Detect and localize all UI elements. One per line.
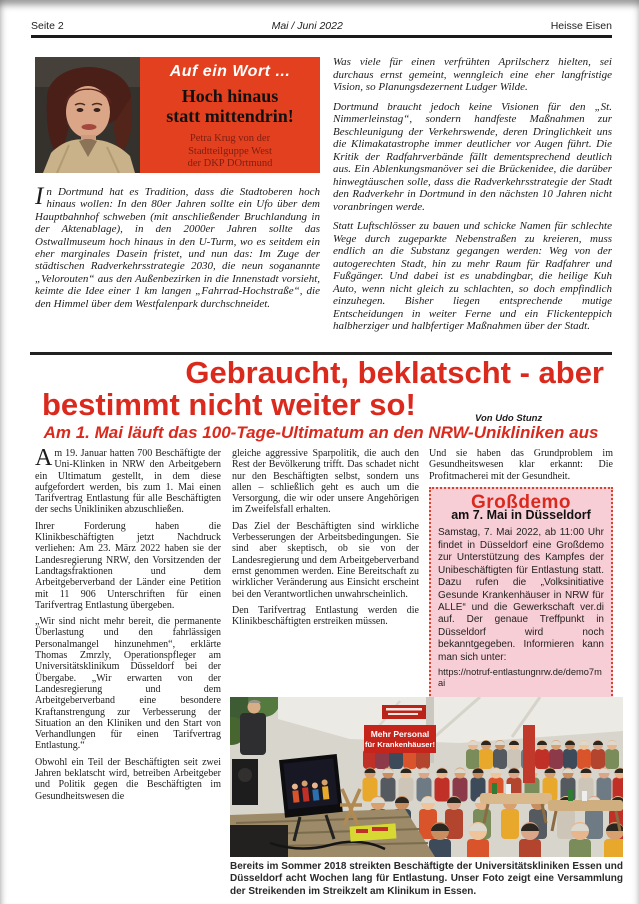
grossdemo-box (429, 487, 613, 699)
article-paragraph: gleiche aggressive Sparpolitik, die auch den Rest der Bevölkerung trifft. Das schadet nicht nur den Beschäftigten selbst, sondern uns allen – schließlich geht es auch um die Versorgung, die wir oder unsere Angehörigen im Zweifelsfall erhalten. (232, 448, 419, 516)
publication-name: Heisse Eisen (550, 20, 612, 32)
byline: Von Udo Stunz (475, 413, 543, 424)
word-box-credit: Petra Krug von der Stadtteilguppe West der DKP DOrtmund (187, 133, 273, 169)
article-column-1 (35, 445, 221, 807)
article-column-2 (232, 448, 419, 632)
article-paragraph: Am 19. Januar hatten 700 Beschäftigte der Uni-Klinken in NRW den Arbeitgebern ein Ultimatum gestellt, in dem diese aufgefordert werden, bis zum 1. Mai einen Tarifvertrag Entlastung für alle Beschäftigten der sechs Unikliniken abzuschließen. (35, 445, 221, 516)
header-rule (31, 35, 612, 38)
subheadline: Am 1. Mai läuft das 100-Tage-Ultimatum an den NRW-Unikliniken aus (43, 423, 599, 442)
strike-assembly-photo (230, 697, 623, 857)
top-article-right-column (333, 56, 612, 340)
article-paragraph: Den Tarifvertrag Entlastung werden die Klinikbeschäftigten erstreiken müssen. (232, 604, 419, 628)
grossdemo-body: Samstag, 7. Mai 2022, ab 11:00 Uhr findet in Düsseldorf eine Großdemo zur Unterstützung des Kampfes der Unibeschäftigten für Entlastung statt. Dazu rufen die „Volksinitiative Gesunde Krankenhäuser in NRW für ALLE“ und die Gewerkschaft ver.di auf. Der genaue Treffpunkt in Düsseldorf wird noch bekanntgegeben. Informieren kann man sich unter: (438, 527, 604, 663)
headline-line-1: Gebraucht, beklatscht - aber (185, 355, 604, 390)
word-box-kicker: Auf ein Wort ... (169, 63, 291, 80)
dropcap-a: A (35, 445, 53, 471)
petra-krug-portrait (35, 57, 140, 173)
photo-caption: Bereits im Sommer 2018 streikten Beschäftigte der Universitätskliniken Essen und Düsseldorf acht Wochen lang für Entlastung. Unser Foto zeigt eine Versammlung der Streikenden im Streikzelt am Klinikum in Essen. (230, 861, 623, 897)
word-box-panel (140, 57, 320, 173)
article-paragraph: „Wir sind nicht mehr bereit, die permanente Überlastung und den fahrlässigen Personalmangel hinzunehmen“, erklärte Thomas Zmrzly, Operationspfleger am Universitätsklinikum Düsseldorf bei der Übergabe. „Wir erwarten von der Landesregierung und dem Arbeitgeberverband eine besondere Kraftanstrengung zur Verbesserung der Situation an den Kliniken und den Start von Verhandlungen für einen Tarifvertrag Entlastung.“ (35, 616, 221, 752)
dropcap-i: I (35, 183, 44, 210)
top-article-left-column (35, 183, 320, 310)
top-article-paragraph: Dortmund braucht jedoch keine Visionen für den „St. Nimmerleinstag“, sondern handfeste Maßnahmen zur Beschleunigung der Verkehrswende, deren Dringlichkeit uns die Klimakatastrophe immer deutlicher vor Augen führt. Die Kritik der Radfahrverbände fällt dementsprechend deutlich aus. Ein Ablenkungsmanöver sei die Brückenidee, die darüber hinwegtäuschen solle, dass die Radverkehrsstrategie der Stadt den Radverkehr in Dortmund in den nächsten 10 Jahren nicht voranbringen werde. (333, 100, 612, 213)
grossdemo-link[interactable]: https://notruf-entlastungnrw.de/demo7mai (438, 666, 602, 689)
article-paragraph: Obwohl ein Teil der Beschäftigten seit zwei Jahren beklatscht wird, betreiben Arbeitgeber und Politik gegen die Beschäftigten im Gesundheitswesen die (35, 756, 221, 802)
top-article-left-text: n Dortmund hat es Tradition, dass die Stadtoberen hoch hinaus wollen: In den 80er Jahren sollte ein Ufo über dem Hauptbahnhof schweben (mit anschließender Bruchlandung in der Aktenablage), in den 2000er Jahren sollte das Ostwallmuseum hoch hinaus in den U-Turm, wo es seitdem ein eher marginales Dasein fristet, und nun das: Im Zuge der städtischen Radverkehrsstrategie 2030, die neun soganannte „Velorouten“ aus den Außenbezirken in die Innenstadt vorsieht, keimte die Idee einer 1 km langen „Fahrrad-Hochstraße“, die den Himmel über dem Westfalenpark durchschneidet. (35, 186, 320, 310)
grossdemo-subtitle: am 7. Mai in Düsseldorf (451, 508, 591, 523)
page-header (31, 20, 612, 32)
article-paragraph: Und sie haben das Grundproblem im Gesundheitswesen klar erkannt: Die Profitmacherei mit der Gesundheit. (429, 448, 613, 482)
main-headline (30, 357, 612, 443)
svg-text:Mehr Personal: Mehr Personal (370, 729, 430, 739)
mehr-personal-sign (364, 725, 436, 753)
headline-line-2: bestimmt nicht weiter so! Von Udo Stunz (30, 389, 612, 421)
article-column-3 (429, 448, 613, 699)
grossdemo-title: Großdemo (470, 491, 572, 513)
top-article-paragraph: Was viele für einen verfrühten Aprilscherz hielten, sei durchaus ernst gemeint, wenngleich eine eher langfristige Vision, so Planungsdezernent Ludger Wilde. (333, 56, 612, 93)
svg-text:für Krankenhäuser!: für Krankenhäuser! (364, 740, 436, 749)
article-paragraph: Das Ziel der Beschäftigten sind wirkliche Verbesserungen der Arbeitsbedingungen. Sie sind aber skeptisch, ob sie von der Landesregierung und dem Arbeitgeberverband ernst genommen werden. Eine Bereitschaft zu wirklicher Veränderung aus Einsicht erscheint bei den Verantwortlichen unwahrscheinlich. (232, 520, 419, 600)
page-number: Seite 2 (31, 20, 64, 32)
back-banner (382, 705, 426, 719)
word-box-title: Hoch hinaus statt mittendrin! (166, 86, 294, 126)
top-article-paragraph: Statt Luftschlösser zu bauen und schicke Namen für schlechte Wege durch zugeparkte Nebenstraßen zu kreieren, muss endlich an die Substanz gegangen werden: Weg von der autogerechten Stadt, hin zu mehr Raum für Radfahrer und Fußgänger. Und dabei ist es unabdingbar, die heilige Kuh Auto, wenn nicht gleich zu schlachten, so doch empfindlich einzuhegen. Bisher liegen entsprechende mutige Entscheidungen in weiter Ferne und ein Flickenteppich halbherziger und halbfertiger Maßnahmen über der Stadt. (333, 220, 612, 332)
auf-ein-wort-box (35, 57, 320, 173)
issue-date: Mai / Juni 2022 (271, 20, 343, 32)
article-paragraph: Ihrer Forderung haben die Klinikbeschäftigten jetzt Nachdruck verliehen: Am 23. März 2022 haben sie der Landesregierung NRW, den Vorsitzenden der Landtagsfraktionen und dem Arbeitgeberverband der Länder eine Petition mit 11 906 Unterschriften für einen Tarifvertrag Entlastung übergeben. (35, 520, 221, 611)
